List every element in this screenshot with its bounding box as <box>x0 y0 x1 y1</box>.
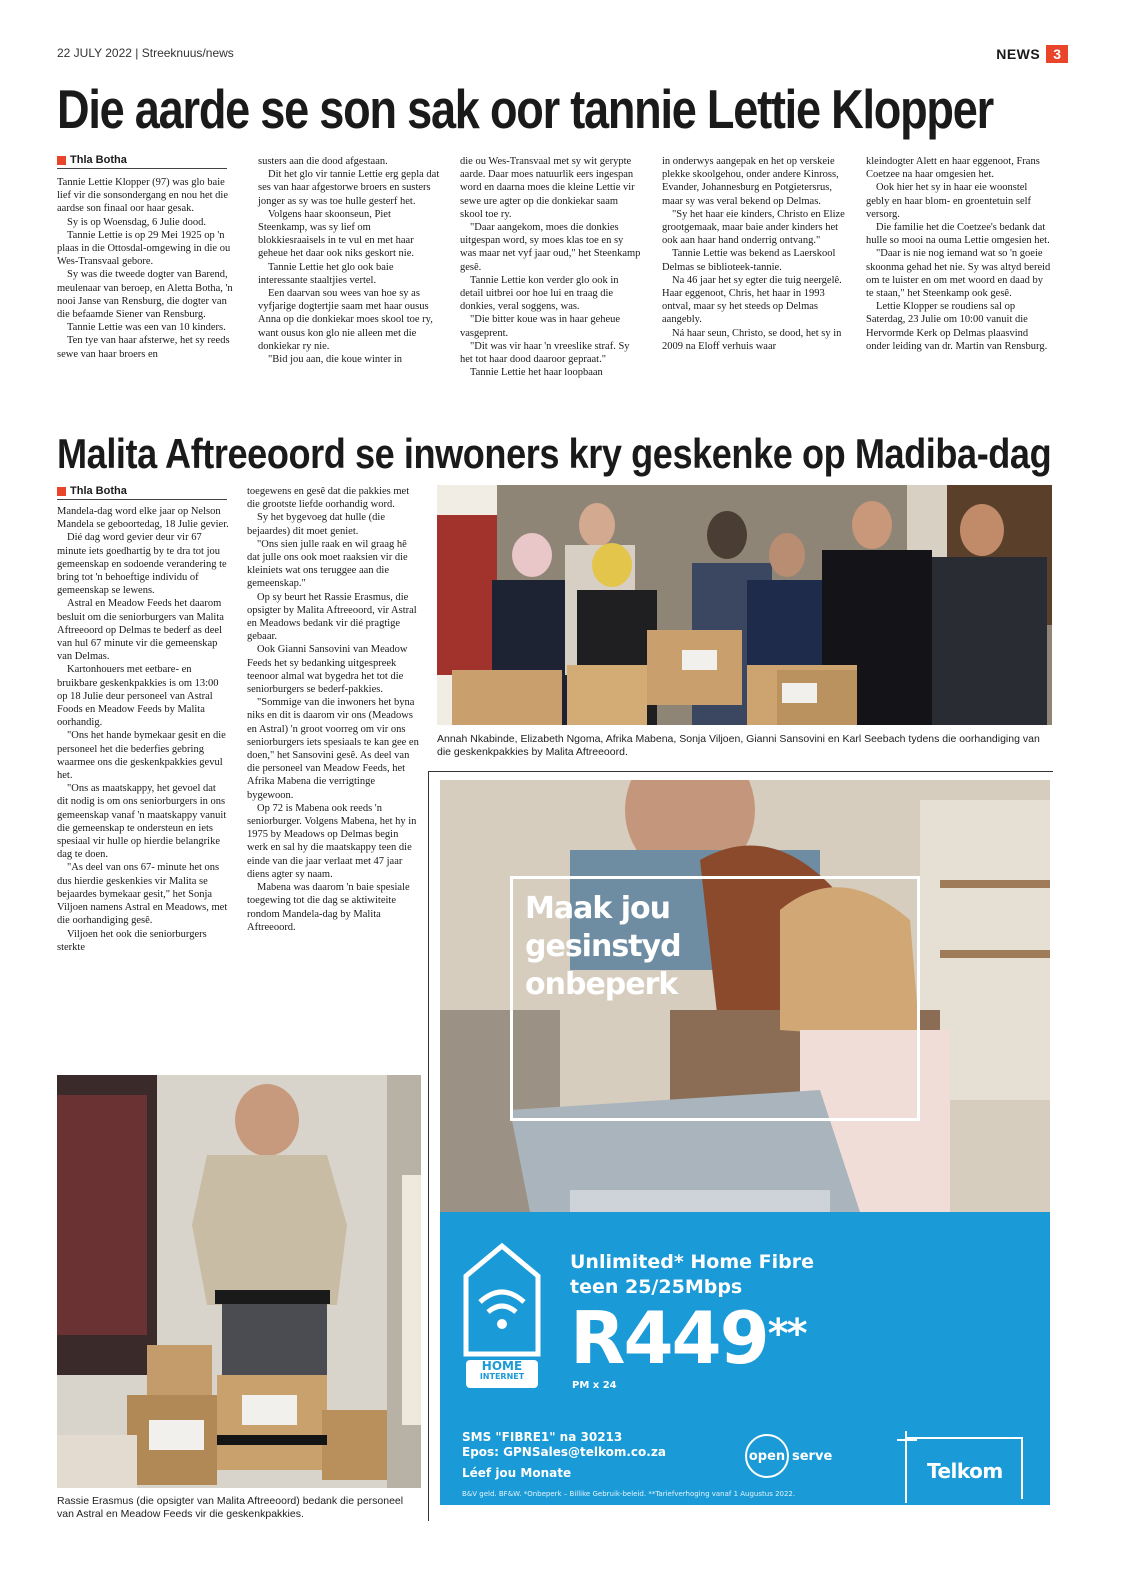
paragraph: Na 46 jaar het sy egter die tuig neergelê. Haar eggenoot, Chris, het haar in 1993 ontval, maar sy het steeds op Delmas aangebly. <box>662 274 842 326</box>
openserve-open: open <box>745 1434 789 1478</box>
group-photo-caption: Annah Nkabinde, Elizabeth Ngoma, Afrika Mabena, Sonja Viljoen, Gianni Sansovini en Karl Seebach tydens die oorhandiging van die geskenkpakkies by Malita Aftreeoord. <box>437 733 1040 758</box>
folio-right <box>996 45 1068 63</box>
article1-col4 <box>662 155 852 353</box>
article2-col2 <box>247 485 419 934</box>
paragraph: "Sy het haar eie kinders, Christo en Elize grootgemaak, maar baie ander kinders het ook aan haar hand onderrig ontvang." <box>662 208 845 247</box>
logo-bar <box>897 1439 917 1441</box>
ad-offer-panel <box>440 1212 1050 1505</box>
paragraph: Mabena was daarom 'n baie spesiale toegewing tot die dag se aktiwiteite rondom Mandela-dag by Malita Aftreeoord. <box>247 882 410 933</box>
paragraph: susters aan die dood afgestaan. <box>258 156 388 167</box>
paragraph: "Ons sien julle raak en wil graag hê dat julle ons ook moet raaksien vir die kleiniets wat ons teruggee aan die gemeenskap." <box>247 538 408 590</box>
paragraph: Volgens haar skoonseun, Piet Steenkamp, was sy lief om blokkiesraaisels in te vul en met haar geheue het daar ook niks geskort nie. <box>258 208 414 260</box>
offer-title <box>570 1250 814 1300</box>
paragraph: "Dit was vir haar 'n vreeslike straf. Sy het tot haar dood daaroor gepraat." <box>460 340 630 366</box>
paragraph: Sy is op Woensdag, 6 Julie dood. <box>67 216 206 228</box>
section-name: NEWS <box>996 46 1041 62</box>
paragraph: toegewens en gesê dat die pakkies met die grootste liefde oorhandig word. <box>247 486 410 511</box>
paragraph: Tannie Lettie was bekend as Laerskool Delmas se biblioteek-tannie. <box>662 248 836 273</box>
telkom-logo <box>905 1437 1023 1499</box>
speaker-photo-image <box>57 1075 421 1488</box>
badge-line: INTERNET <box>479 1372 525 1381</box>
paragraph: "Bid jou aan, die koue winter in <box>268 354 403 366</box>
paragraph: Tannie Lettie het glo ook baie interessante staaltjies vertel. <box>258 261 394 286</box>
paragraph: "As deel van ons 67- minute het ons dus hierdie geskenkies vir Malita se bejaardes bymekaar gesit," het Sonja Viljoen namens Astral en Meadows, met die oorhandiging gesê. <box>57 862 228 927</box>
article2-byline-wrap <box>57 485 227 500</box>
paragraph: kleindogter Alett en haar eggenoot, Frans Coetzee na haar omgesien het. <box>866 156 1040 181</box>
logo-bar <box>905 1431 907 1503</box>
article1-headline: Die aarde se son sak oor tannie Lettie Klopper <box>57 78 993 140</box>
paragraph: Tannie Lettie was een van 10 kinders. <box>67 322 226 334</box>
paragraph: Ten tye van haar afsterwe, het sy reeds sewe van haar broers en <box>57 335 230 360</box>
article1-col2 <box>258 155 440 366</box>
paragraph: "Ons as maatskappy, het gevoel dat dit nodig is om ons seniorburgers in ons gemeenskap vanaf 'n maatskappy vanuit die gemeenskap te ondersteun en iets spesiaal vir hulle op hierdie belangrike dag te doen. <box>57 783 227 861</box>
article1-byline <box>57 154 227 169</box>
paragraph: Lettie Klopper se roudiens sal op Saterdag, 23 Julie om 10:00 vanuit die Hervormde Kerk op Delmas plaasvind onder leiding van dr. Martin van Rensburg. <box>866 301 1048 352</box>
paragraph: Tannie Lettie kon verder glo ook in detail uitbrei oor hoe lui en traag die donkies, veral soggens, was. <box>460 274 619 313</box>
paragraph: die ou Wes-Transvaal met sy wit gerypte aarde. Daar moes natuurlik eers ingespan word en daarna moes die kleine Lettie vir sewe ure agter op die donkiekar saam skool toe ry. <box>460 156 635 220</box>
paragraph: Sy het bygevoeg dat hulle (die bejaardes) dit moet geniet. <box>247 512 386 537</box>
price-value: R449 <box>570 1296 768 1380</box>
paragraph: Een daarvan sou wees van hoe sy as vyfjarige dogtertjie saam met haar ousus Anna op die donkiekar moes skool toe ry, want ousus kon glo nie alleen met die donkiekar ry nie. <box>258 288 433 352</box>
badge-line: HOME <box>481 1359 523 1373</box>
paragraph: Tannie Lettie Klopper (97) was glo baie lief vir die sonsondergang en nou het die aardse son finaal oor haar gesak. <box>57 177 228 215</box>
byline-name: Thla Botha <box>70 154 127 166</box>
ad-headline-line: gesinstyd <box>525 929 681 964</box>
offer-line: teen 25/25Mbps <box>570 1276 743 1298</box>
byline-marker-icon <box>57 487 66 496</box>
fine-print: B&V geld. BF&W. *Onbeperk – Billike Gebruik-beleid. **Tariefverhoging vanaf 1 Augustus 2022. <box>462 1490 796 1498</box>
article1-col5 <box>866 155 1052 353</box>
speaker-photo <box>57 1075 421 1488</box>
folio-date-section: 22 JULY 2022 | Streeknuus/news <box>57 46 234 60</box>
paragraph: in onderwys aangepak en het op verskeie plekke skoolgehou, onder andere Kinross, Evander, Johannesburg en Potgietersrus, maar sy was veral bekend op Delmas. <box>662 156 839 207</box>
paragraph: "Ons het hande bymekaar gesit en die personeel het die bederfies gebring waarmee ons die geskenkpakkies gevul het. <box>57 730 226 782</box>
paragraph: Viljoen het ook die seniorburgers sterkte <box>57 928 207 953</box>
byline-name: Thla Botha <box>70 485 127 497</box>
group-photo <box>437 485 1052 725</box>
byline-marker-icon <box>57 156 66 165</box>
article2-headline: Malita Aftreeoord se inwoners kry geskenke op Madiba-dag <box>57 430 1052 477</box>
divider <box>428 771 1053 772</box>
price-term: PM x 24 <box>572 1380 617 1391</box>
telkom-advertisement <box>440 780 1050 1505</box>
offer-price <box>570 1298 806 1378</box>
paragraph: Dit het glo vir tannie Lettie erg gepla dat ses van haar afgestorwe broers en susters jonger as sy was toe hulle gesterf het. <box>258 169 440 207</box>
offer-line: Unlimited* Home Fibre <box>570 1251 815 1273</box>
paragraph: Sy was die tweede dogter van Barend, meulenaar van beroep, en Aletta Botha, 'n nooi Janse van Rensburg, die dogter van die befaamde Siener van Rensburg. <box>57 269 233 321</box>
paragraph: Tannie Lettie is op 29 Mei 1925 op 'n plaas in die Ottosdal-omgewing in die ou Wes-Transvaal gebore. <box>57 229 231 268</box>
sms-line: SMS "FIBRE1" na 30213 <box>462 1430 623 1444</box>
paragraph: Kartonhouers met eetbare- en bruikbare geskenkpakkies is om 13:00 op 18 Julie deur personeel van Astral Foods en Meadow Feeds by Malita oorhandig. <box>57 664 219 729</box>
paragraph: "Daar is nie nog iemand wat so 'n goeie skoonma gehad het nie. Sy was altyd bereid om te luister en om met woord en daad by te staan," het Steenkamp ook gesê. <box>866 248 1051 300</box>
article1-byline-wrap <box>57 154 227 169</box>
page-number: 3 <box>1046 45 1068 63</box>
paragraph: Die familie het die Coetzee's bedank dat hulle so mooi na ouma Lettie omgesien het. <box>866 222 1050 247</box>
ad-headline <box>525 890 681 1004</box>
paragraph: Op 72 is Mabena ook reeds 'n seniorburger. Volgens Mabena, het hy in 1975 by Meadows op Delmas begin werk en sal hy die maatskappy teen die einde van die jaar verlaat met 47 jaar diens agter sy naam. <box>247 802 417 880</box>
paragraph: "Sommige van die inwoners het byna niks en dit is daarom vir ons (Meadows en Astral) 'n groot voorreg om vir ons seniorburgers iets spesiaals te kan gee en doen," het Sansovini gesê. As deel van die personeel van Meadow Feeds, het Afrika Mabena die verrigtinge bygewoon. <box>247 697 419 801</box>
article2-byline <box>57 485 227 500</box>
divider-vertical <box>428 771 429 1521</box>
tagline: Léef jou Monate <box>462 1466 572 1480</box>
ad-headline-line: Maak jou <box>525 891 670 926</box>
paragraph: Astral en Meadow Feeds het daarom besluit om die seniorburgers van Malita Aftreeoord op Delmas te bederf as deel van hul 67 minute vir die gemeenskap van Delmas. <box>57 598 224 663</box>
paragraph: Ook Gianni Sansovini van Meadow Feeds het sy bedanking uitgespreek teenoor almal wat bygedra het tot die seniorburgers se bederf-pakkies. <box>247 644 408 696</box>
price-suffix: ** <box>767 1311 806 1357</box>
home-internet-badge-text <box>466 1360 538 1382</box>
paragraph: Dié dag word gevier deur vir 67 minute iets goedhartig by te dra tot jou gemeenskap en sodoende verandering te bring tot 'n behoeftige individu of gemeenskap se lewens. <box>57 532 227 597</box>
article1-col1 <box>57 176 239 361</box>
email-line: Epos: GPNSales@telkom.co.za <box>462 1445 666 1459</box>
paragraph: "Daar aangekom, moes die donkies uitgespan word, sy moes klas toe en sy was maar net vyf jaar oud," het Steenkamp gesê. <box>460 222 641 273</box>
openserve-logo <box>745 1434 832 1478</box>
contact-info <box>462 1430 666 1481</box>
paragraph: Op sy beurt het Rassie Erasmus, die opsigter by Malita Aftreeoord, vir Astral en Meadows bedank vir dié pragtige gebaar. <box>247 591 417 643</box>
paragraph: Mandela-dag word elke jaar op Nelson Mandela se geboortedag, 18 Julie gevier. <box>57 506 229 531</box>
paragraph: "Die bitter koue was in haar geheue vasgeprent. <box>460 314 621 339</box>
article1-col3 <box>460 155 642 379</box>
paragraph: Ná haar seun, Christo, se dood, het sy in 2009 na Eloff verhuis waar <box>662 327 842 352</box>
group-photo-image <box>437 485 1052 725</box>
ad-headline-line: onbeperk <box>525 967 678 1002</box>
article2-col1 <box>57 505 229 954</box>
telkom-wordmark: Telkom <box>927 1459 1003 1483</box>
paragraph: Tannie Lettie het haar loopbaan <box>470 367 603 379</box>
speaker-photo-caption: Rassie Erasmus (die opsigter van Malita Aftreeoord) bedank die personeel van Astral en Meadow Feeds vir die geskenkpakkies. <box>57 1495 404 1520</box>
openserve-serve: serve <box>792 1448 833 1464</box>
paragraph: Ook hier het sy in haar eie woonstel gebly en haar blom- en groentetuin self versorg. <box>866 182 1032 220</box>
